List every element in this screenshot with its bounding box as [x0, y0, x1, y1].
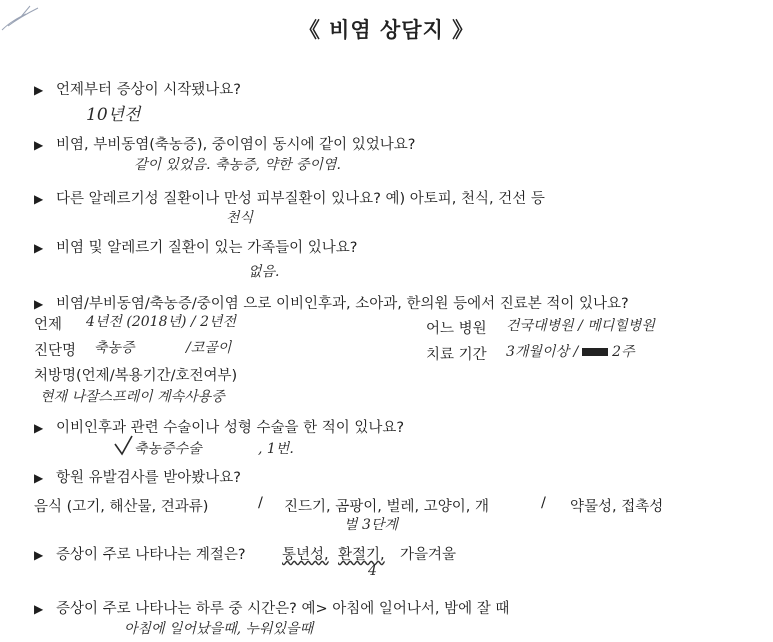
- question-6: ▶ 이비인후과 관련 수술이나 성형 수술을 한 적이 있나요?: [34, 420, 405, 436]
- bullet-icon: ▶: [34, 192, 44, 206]
- checkmark-icon: [112, 434, 136, 458]
- redacted-mark: [582, 348, 608, 356]
- season-mark: 4: [368, 563, 377, 579]
- question-3: ▶ 다른 알레르기성 질환이나 만성 피부질환이 있나요? 예) 아토피, 천식, 건선 등: [34, 191, 545, 207]
- when-answer: 4년전 (2018년) / 2년전: [86, 314, 237, 330]
- test-separator-1: /: [258, 495, 263, 511]
- prescription-label: 처방명(언제/복용기간/호전여부): [34, 368, 238, 384]
- season-option-3: 가을겨울: [400, 547, 457, 563]
- answer-1: 10년전: [86, 105, 141, 125]
- question-8: ▶ 증상이 주로 나타나는 계절은?: [34, 547, 246, 563]
- page-title: 《 비염 상담지 》: [298, 18, 475, 42]
- question-7: ▶ 항원 유발검사를 받아봤나요?: [34, 470, 241, 486]
- bullet-icon: ▶: [34, 241, 44, 255]
- diagnosis-answer: 축농증: [94, 340, 135, 356]
- test-separator-2: /: [541, 495, 546, 511]
- hospital-answer: 건국대병원 / 메디힐병원: [506, 318, 655, 334]
- question-4: ▶ 비염 및 알레르기 질환이 있는 가족들이 있나요?: [34, 240, 358, 256]
- answer-6: 축농증수술: [134, 441, 202, 457]
- test-environment: 진드기, 곰팡이, 벌레, 고양이, 개: [284, 499, 489, 515]
- answer-4: 없음.: [248, 264, 280, 280]
- diagnosis-label: 진단명: [34, 343, 77, 359]
- season-option-2: 환절기,: [338, 547, 385, 563]
- question-1: ▶ 언제부터 증상이 시작됐나요?: [34, 82, 241, 98]
- bullet-icon: ▶: [34, 421, 44, 435]
- answer-7: 벌 3단계: [344, 517, 398, 533]
- period-label: 치료 기간: [426, 347, 487, 363]
- prescription-answer: 현재 나잘스프레이 계속사용중: [40, 389, 225, 405]
- question-5: ▶ 비염/부비동염/축농증/중이염 으로 이비인후과, 소아과, 한의원 등에서 진료본 적이 있나요?: [34, 296, 629, 312]
- answer-2: 같이 있었음. 축농증, 약한 중이염.: [134, 157, 341, 173]
- bullet-icon: ▶: [34, 138, 44, 152]
- bullet-icon: ▶: [34, 297, 44, 311]
- question-9: ▶ 증상이 주로 나타나는 하루 중 시간은? 예> 아침에 일어나서, 밤에 잘 때: [34, 601, 510, 617]
- season-option-1: 통년성,: [282, 547, 329, 563]
- hospital-label: 어느 병원: [426, 321, 487, 337]
- period-answer: 3개월이상 / 2주: [506, 344, 635, 360]
- bullet-icon: ▶: [34, 548, 44, 562]
- bullet-icon: ▶: [34, 83, 44, 97]
- diagnosis-answer-2: /코골이: [186, 340, 232, 356]
- answer-3: 천식: [226, 210, 254, 226]
- answer-9: 아침에 일어났을때, 누워있을때: [124, 621, 314, 637]
- test-food: 음식 (고기, 해산물, 견과류): [34, 499, 209, 515]
- bullet-icon: ▶: [34, 471, 44, 485]
- test-drugs: 약물성, 접촉성: [570, 499, 664, 515]
- question-2: ▶ 비염, 부비동염(축농증), 중이염이 동시에 같이 있었나요?: [34, 137, 416, 153]
- bullet-icon: ▶: [34, 602, 44, 616]
- when-label: 언제: [34, 317, 63, 333]
- answer-6-count: , 1번.: [258, 441, 294, 457]
